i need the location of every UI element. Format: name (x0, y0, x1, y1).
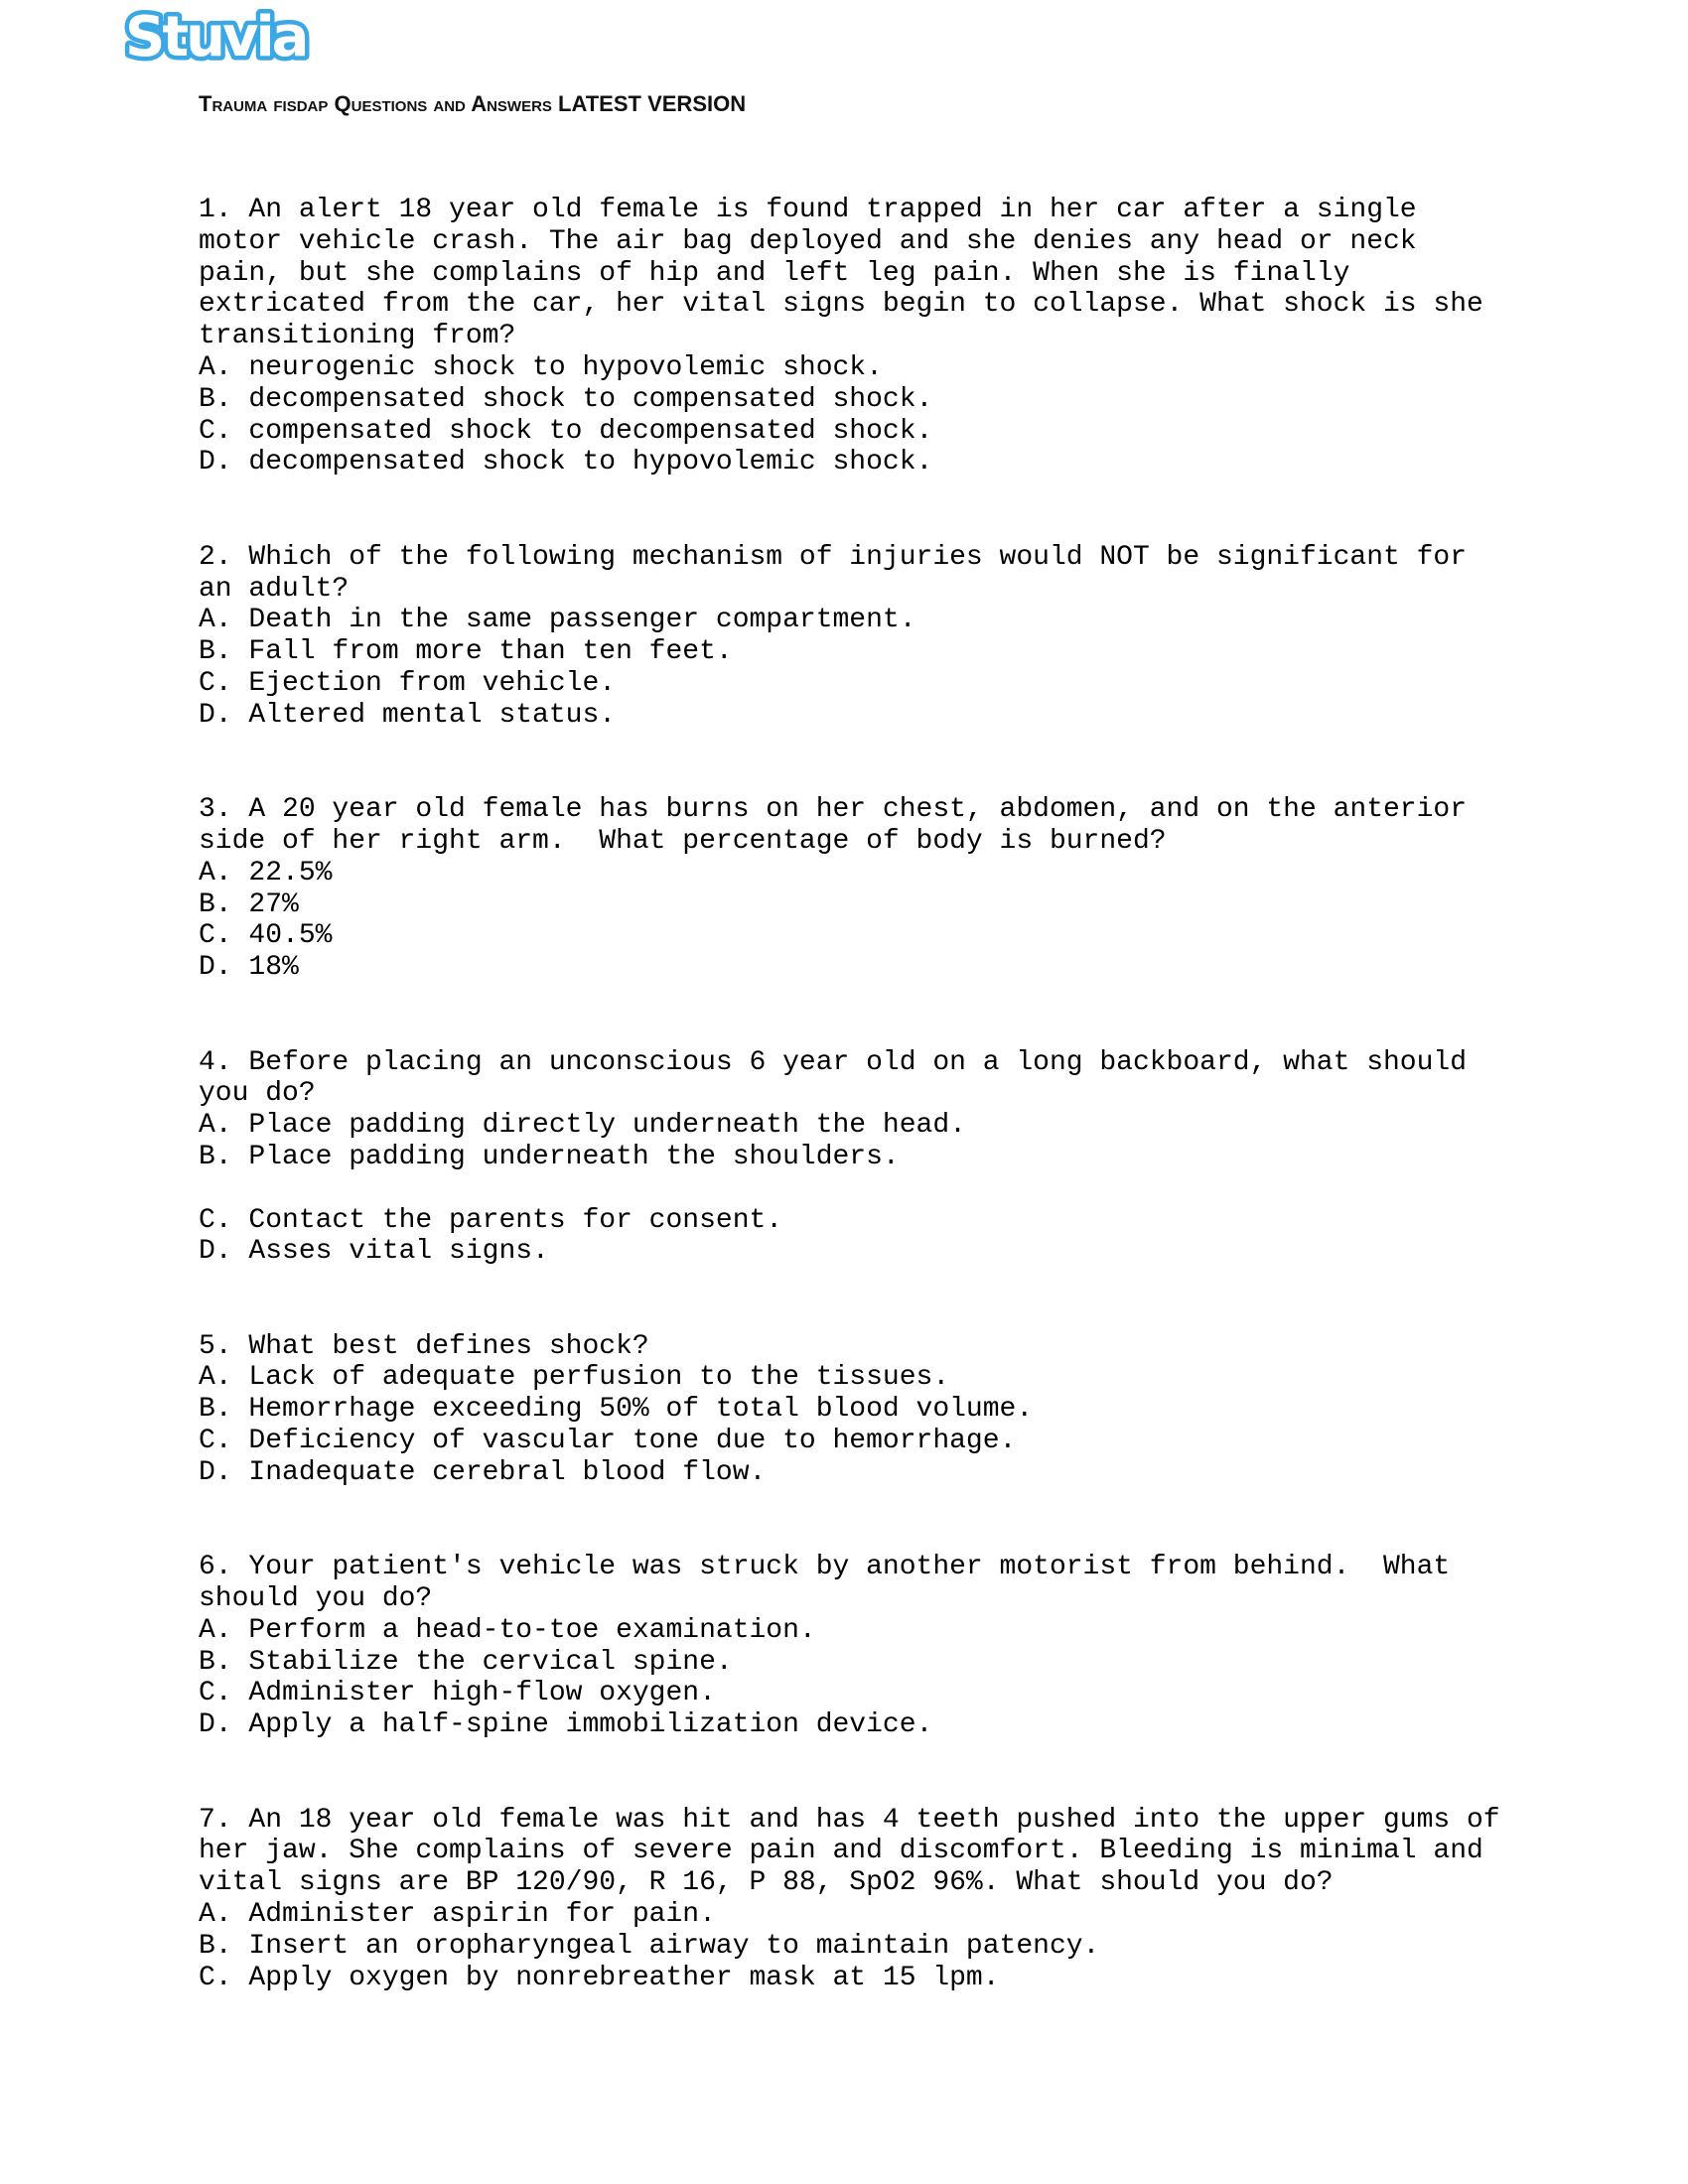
answer-option: C. Contact the parents for consent. (199, 1204, 783, 1236)
question-text-line: 5. What best defines shock? (199, 1330, 649, 1362)
question-7 (199, 1805, 1549, 1994)
answer-option: A. Lack of adequate perfusion to the tissues. (199, 1362, 950, 1394)
question-text-line: transitioning from? (199, 321, 516, 352)
question-text-line: extricated from the car, her vital signs begin to collapse. What shock is she (199, 289, 1483, 321)
question-text-line: pain, but she complains of hip and left leg pain. When she is finally (199, 257, 1350, 289)
answer-option: C. 40.5% (199, 920, 333, 952)
answer-option: A. Place padding directly underneath the head. (199, 1110, 966, 1142)
answer-option: A. neurogenic shock to hypovolemic shock. (199, 351, 883, 383)
answer-option: D. Apply a half-spine immobilization device. (199, 1709, 933, 1741)
answer-option: B. Insert an oropharyngeal airway to maintain patency. (199, 1930, 1100, 1962)
answer-option: B. Hemorrhage exceeding 50% of total blood volume. (199, 1394, 1034, 1426)
question-6 (199, 1552, 1549, 1741)
question-2 (199, 542, 1549, 732)
question-text-line: you do? (199, 1078, 316, 1110)
question-text-line: 4. Before placing an unconscious 6 year old on a long backboard, what should (199, 1046, 1468, 1078)
answer-option: D. Asses vital signs. (199, 1236, 549, 1268)
stuvia-logo-graphic (119, 4, 318, 69)
question-text-line: an adult? (199, 573, 350, 605)
question-text-line: vital signs are BP 120/90, R 16, P 88, SpO2 96%. What should you do? (199, 1867, 1334, 1899)
answer-option: D. 18% (199, 952, 299, 984)
answer-option: B. Stabilize the cervical spine. (199, 1646, 733, 1678)
answer-option: D. Inadequate cerebral blood flow. (199, 1456, 767, 1488)
question-text-line: 3. A 20 year old female has burns on her chest, abdomen, and on the anterior (199, 794, 1468, 826)
answer-option: C. Administer high-flow oxygen. (199, 1678, 716, 1709)
answer-option: A. 22.5% (199, 857, 333, 888)
question-text-line: side of her right arm. What percentage of body is burned? (199, 825, 1167, 857)
document-title-main: Trauma fisdap Questions and Answers (199, 91, 552, 116)
document-title-version: LATEST VERSION (558, 91, 747, 116)
stuvia-logo (119, 4, 318, 69)
blank-line (199, 1173, 1549, 1205)
question-text-line: her jaw. She complains of severe pain and discomfort. Bleeding is minimal and (199, 1836, 1483, 1867)
answer-option: B. 27% (199, 888, 299, 920)
question-text-line: 2. Which of the following mechanism of injuries would NOT be significant for (199, 541, 1468, 573)
question-3 (199, 794, 1549, 984)
question-list (199, 195, 1549, 2057)
answer-option: B. decompensated shock to compensated shock. (199, 383, 933, 415)
stuvia-logo-text: Stuvia (125, 5, 307, 69)
answer-option: C. Ejection from vehicle. (199, 667, 617, 699)
answer-option: D. decompensated shock to hypovolemic shock. (199, 447, 933, 478)
question-text-line: 1. An alert 18 year old female is found trapped in her car after a single (199, 195, 1417, 225)
answer-option: D. Altered mental status. (199, 699, 617, 731)
answer-option: C. Deficiency of vascular tone due to hemorrhage. (199, 1426, 1017, 1457)
answer-option: A. Perform a head-to-toe examination. (199, 1614, 816, 1646)
answer-option: C. Apply oxygen by nonrebreather mask at 15 lpm. (199, 1962, 1000, 1993)
answer-option: B. Place padding underneath the shoulders. (199, 1141, 900, 1172)
question-5 (199, 1331, 1549, 1489)
answer-option: A. Death in the same passenger compartment. (199, 605, 916, 636)
answer-option: A. Administer aspirin for pain. (199, 1899, 716, 1931)
question-text-line: motor vehicle crash. The air bag deployed and she denies any head or neck (199, 225, 1417, 257)
answer-option: C. compensated shock to decompensated shock. (199, 415, 933, 447)
question-1 (199, 195, 1549, 478)
answer-option: B. Fall from more than ten feet. (199, 636, 733, 668)
document-title (199, 91, 746, 117)
question-text-line: should you do? (199, 1583, 433, 1615)
question-4 (199, 1047, 1549, 1269)
question-text-line: 7. An 18 year old female was hit and has 4 teeth pushed into the upper gums of (199, 1804, 1500, 1836)
question-text-line: 6. Your patient's vehicle was struck by another motorist from behind. What (199, 1552, 1451, 1583)
